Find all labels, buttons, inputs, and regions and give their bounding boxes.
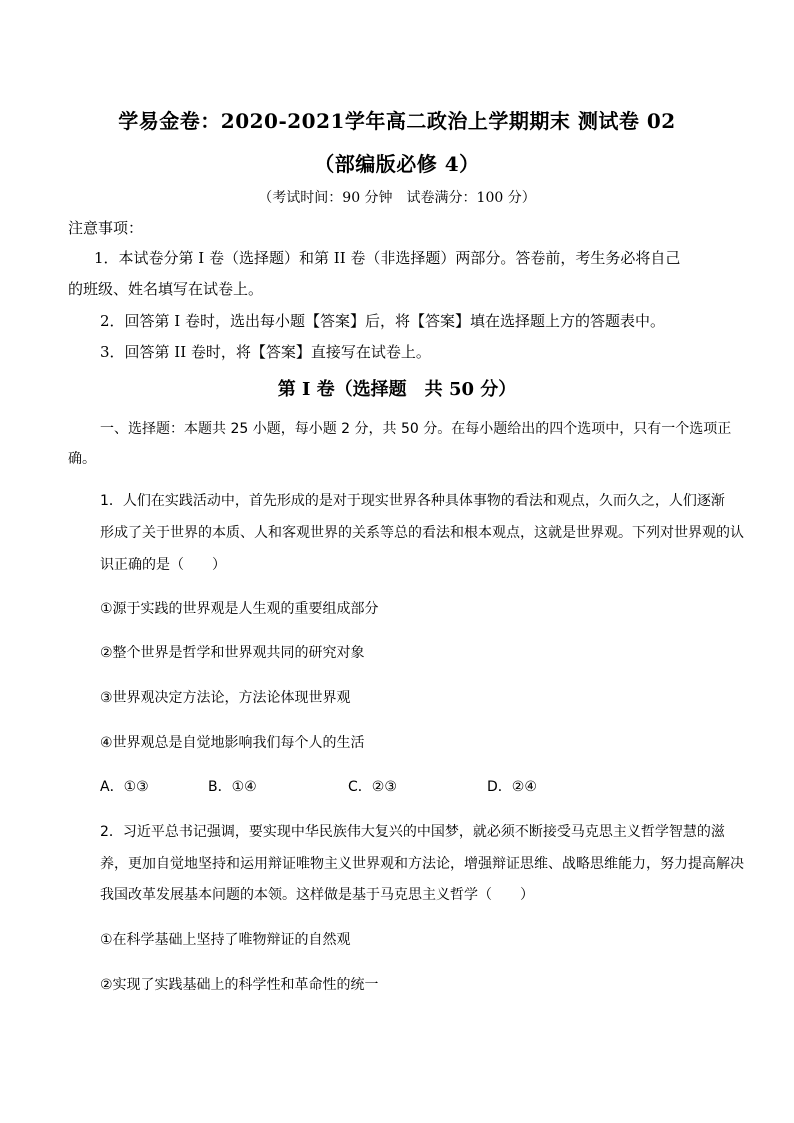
exam-subtitle: （部编版必修 4） [314,152,480,176]
question-1-statement: ④世界观总是自觉地影响我们每个人的生活 [100,735,365,751]
question-2-statement: ①在科学基础上坚持了唯物辩证的自然观 [100,932,351,948]
question-1-stem: 1．人们在实践活动中，首先形成的是对于现实世界各种具体事物的看法和观点，久而久之，人们逐渐 [100,493,725,509]
note-item: 3．回答第 II 卷时，将【答案】直接写在试卷上。 [100,343,431,361]
question-1-statement: ②整个世界是哲学和世界观共同的研究对象 [100,645,365,661]
section-instructions: 一、选择题：本题共 25 小题，每小题 2 分，共 50 分。在每小题给出的四个选项中，只有一个选项正 [100,421,732,437]
question-1-choice-b: B．①④ [208,779,257,795]
question-2-stem: 我国改革发展基本问题的本领。这样做是基于马克思主义哲学（ ） [100,887,534,903]
question-1-choice-c: C．②③ [348,779,397,795]
note-item: 的班级、姓名填写在试卷上。 [68,280,264,298]
question-2-statement: ②实现了实践基础上的科学性和革命性的统一 [100,977,379,993]
notes-heading: 注意事项： [68,219,144,237]
question-1-stem: 识正确的是（ ） [100,557,226,573]
question-1-choice-d: D．②④ [487,779,537,795]
question-1-choice-a: A．①③ [100,779,149,795]
question-1-statement: ③世界观决定方法论，方法论体现世界观 [100,690,351,706]
section-title: 第 I 卷（选择题 共 50 分） [277,379,517,400]
exam-info: （考试时间：90 分钟 试卷满分：100 分） [258,190,536,206]
question-2-stem: 养，更加自觉地坚持和运用辩证唯物主义世界观和方法论，增强辩证思维、战略思维能力，努力提高解决 [100,856,744,872]
question-1-statement: ①源于实践的世界观是人生观的重要组成部分 [100,601,379,617]
question-1-stem: 形成了关于世界的本质、人和客观世界的关系等总的看法和根本观点，这就是世界观。下列对世界观的认 [100,525,744,541]
exam-title: 学易金卷：2020-2021学年高二政治上学期期末 测试卷 02 [118,109,676,133]
note-item: 2．回答第 I 卷时，选出每小题【答案】后，将【答案】填在选择题上方的答题表中。 [100,312,666,330]
question-2-stem: 2．习近平总书记强调，要实现中华民族伟大复兴的中国梦，就必须不断接受马克思主义哲学智慧的滋 [100,824,725,840]
note-item: 1．本试卷分第 I 卷（选择题）和第 II 卷（非选择题）两部分。答卷前，考生务必将自己 [94,249,681,267]
section-instructions: 确。 [68,451,96,467]
